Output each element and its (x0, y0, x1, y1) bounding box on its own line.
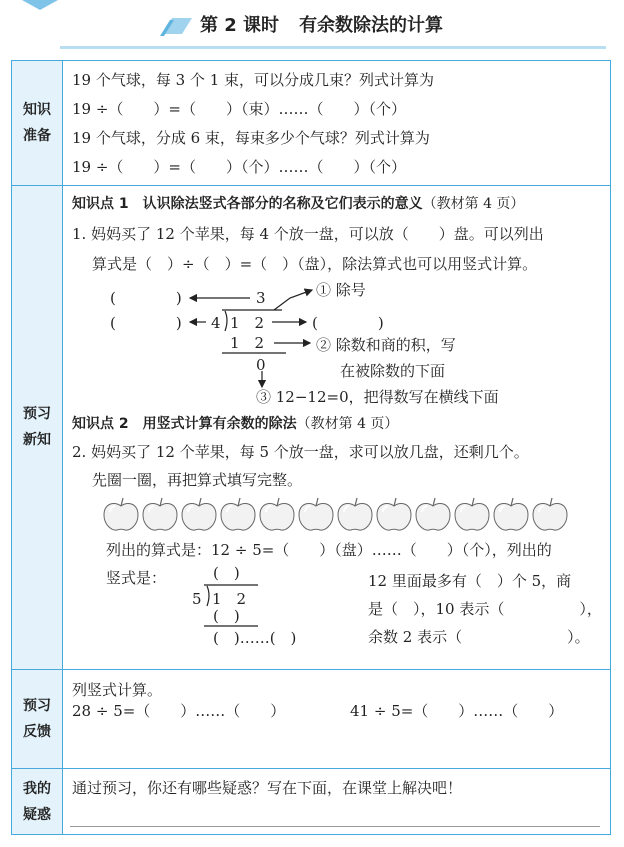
feedback-exercise-1[interactable]: 28 ÷ 5=（ ）……（ ） (72, 702, 286, 720)
division-1-product: 1 2 (230, 334, 265, 352)
knowledge-point-2: 知识点 2 用竖式计算有余数的除法（教材第 4 页） (72, 416, 399, 432)
problem-2-vertical-label: 竖式是： (106, 569, 167, 587)
blank-dividend-name[interactable]: ( ) (312, 314, 384, 332)
prep-question-2: 19 个气球，分成 6 束，每束多少个气球？列式计算为 (72, 129, 430, 147)
knowledge-point-1: 知识点 1 认识除法竖式各部分的名称及它们表示的意义（教材第 4 页） (72, 196, 525, 212)
prep-question-1: 19 个气球，每 3 个 1 束，可以分成几束？列式计算为 (72, 71, 435, 89)
prep-answer-1[interactable]: 19 ÷（ ）=（ ）（束）……（ ）（个） (72, 100, 406, 118)
division-1-quotient: 3 (256, 289, 266, 307)
lesson-number: 第 2 课时 (200, 15, 280, 36)
division-1-remainder: 0 (256, 356, 266, 374)
division-2-divisor: 5 (192, 590, 202, 608)
label-doubts: 我的 疑惑 (23, 781, 51, 823)
side-note-3[interactable]: 余数 2 表示（ ）。 (368, 628, 590, 646)
problem-1-line-2[interactable]: 算式是（ ）÷（ ）=（ ）（盘），除法算式也可以用竖式计算。 (92, 255, 538, 273)
division-2-quotient[interactable]: ( ) (213, 564, 240, 582)
label-division-sign: ① 除号 (316, 281, 366, 299)
label-product-2: 在被除数的下面 (340, 362, 446, 380)
label-product: ② 除数和商的积，写 (316, 336, 456, 354)
problem-2-line-1: 2. 妈妈买了 12 个苹果，每 5 个放一盘，求可以放几盘，还剩几个。 (72, 443, 529, 461)
blank-divisor-name[interactable]: ( ) (110, 314, 182, 332)
division-1-divisor: 4 (211, 314, 221, 332)
label-preview: 预习 新知 (23, 406, 51, 448)
problem-2-line-2: 先圈一圈，再把算式填写完整。 (92, 471, 303, 489)
division-2-remainder[interactable]: ( )……( ) (213, 629, 297, 647)
division-1-dividend: 1 2 (230, 314, 265, 332)
problem-1-line-1[interactable]: 1. 妈妈买了 12 个苹果，每 4 个放一盘，可以放（ ）盘。可以列出 (72, 225, 544, 243)
doubts-prompt: 通过预习，你还有哪些疑惑？写在下面，在课堂上解决吧！ (72, 779, 463, 797)
blank-quotient-name[interactable]: ( ) (110, 289, 182, 307)
feedback-instruction: 列竖式计算。 (72, 681, 163, 699)
problem-2-equation[interactable]: 列出的算式是：12 ÷ 5=（ ）（盘）……（ ）（个），列出的 (106, 541, 552, 559)
label-subtraction: ③ 12−12=0，把得数写在横线下面 (256, 388, 499, 406)
side-note-2[interactable]: 是（ ），10 表示（ ）， (368, 600, 602, 618)
lesson-title: 有余数除法的计算 (299, 15, 444, 36)
label-prep: 知识 准备 (23, 102, 51, 144)
prep-answer-2[interactable]: 19 ÷（ ）=（ ）（个）……（ ）（个） (72, 158, 406, 176)
division-2-dividend: 1 2 (212, 590, 247, 608)
division-2-product[interactable]: ( ) (213, 607, 240, 625)
label-feedback: 预习 反馈 (23, 698, 51, 740)
feedback-exercise-2[interactable]: 41 ÷ 5=（ ）……（ ） (350, 702, 564, 720)
doubts-writing-line[interactable] (70, 826, 600, 827)
side-note-1[interactable]: 12 里面最多有（ ）个 5，商 (368, 572, 572, 590)
